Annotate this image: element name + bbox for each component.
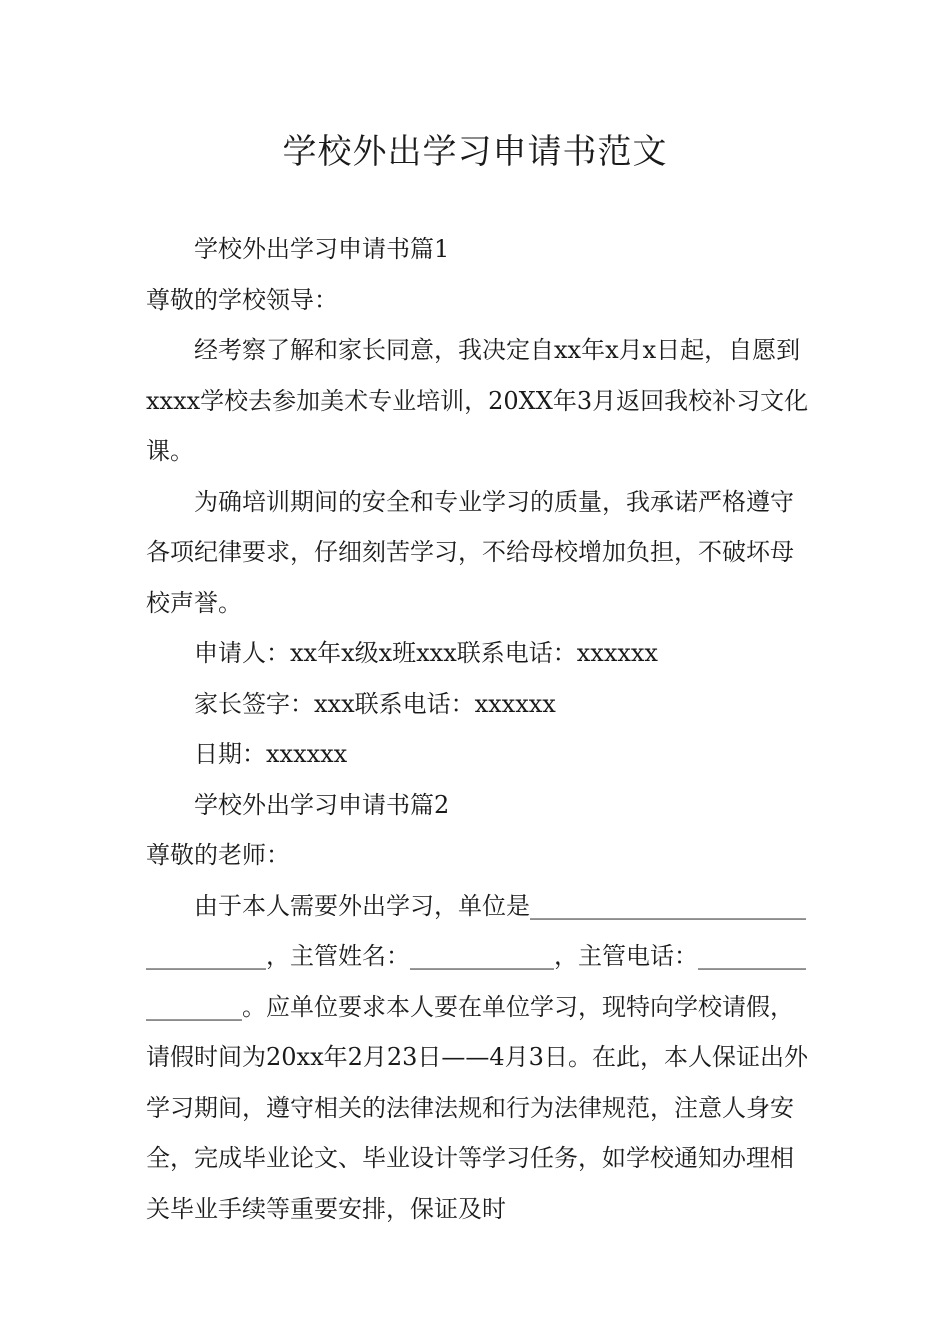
body-paragraph: 为确培训期间的安全和专业学习的质量，我承诺严格遵守各项纪律要求，仔细刻苦学习，不给母校增加负担，不破坏母校声誉。 [146, 487, 794, 617]
section-heading: 学校外出学习申请书篇1 [194, 235, 450, 263]
salutation: 尊敬的老师： [146, 841, 290, 869]
document-body [146, 224, 810, 1234]
salutation: 尊敬的学校领导： [146, 285, 338, 314]
date-line: 日期：xxxxxx [194, 740, 348, 768]
body-paragraph: 由于本人需要外出学习，单位是_________________________________，主管姓名：____________，主管电话：_________________。应单位要求本人要在单位学习，现特向学校请假，请假时间为20xx年2月23日——4月3日。在此，本人保证出外学习期间，遵守相关的法律法规和行为法律规范，注意人身安全，完成毕业论文、毕业设计等学习任务，如学校通知办理相关毕业手续等重要安排，保证及时 [146, 891, 808, 1223]
section-heading: 学校外出学习申请书篇2 [194, 790, 450, 819]
document-title: 学校外出学习申请书范文 [282, 132, 668, 172]
parent-signature-line: 家长签字：xxx联系电话：xxxxxx [194, 689, 556, 718]
body-paragraph: 经考察了解和家长同意，我决定自xx年x月x日起，自愿到xxxx学校去参加美术专业培训，20XX年3月返回我校补习文化课。 [146, 336, 809, 465]
applicant-line: 申请人：xx年x级x班xxx联系电话：xxxxxx [194, 639, 658, 667]
